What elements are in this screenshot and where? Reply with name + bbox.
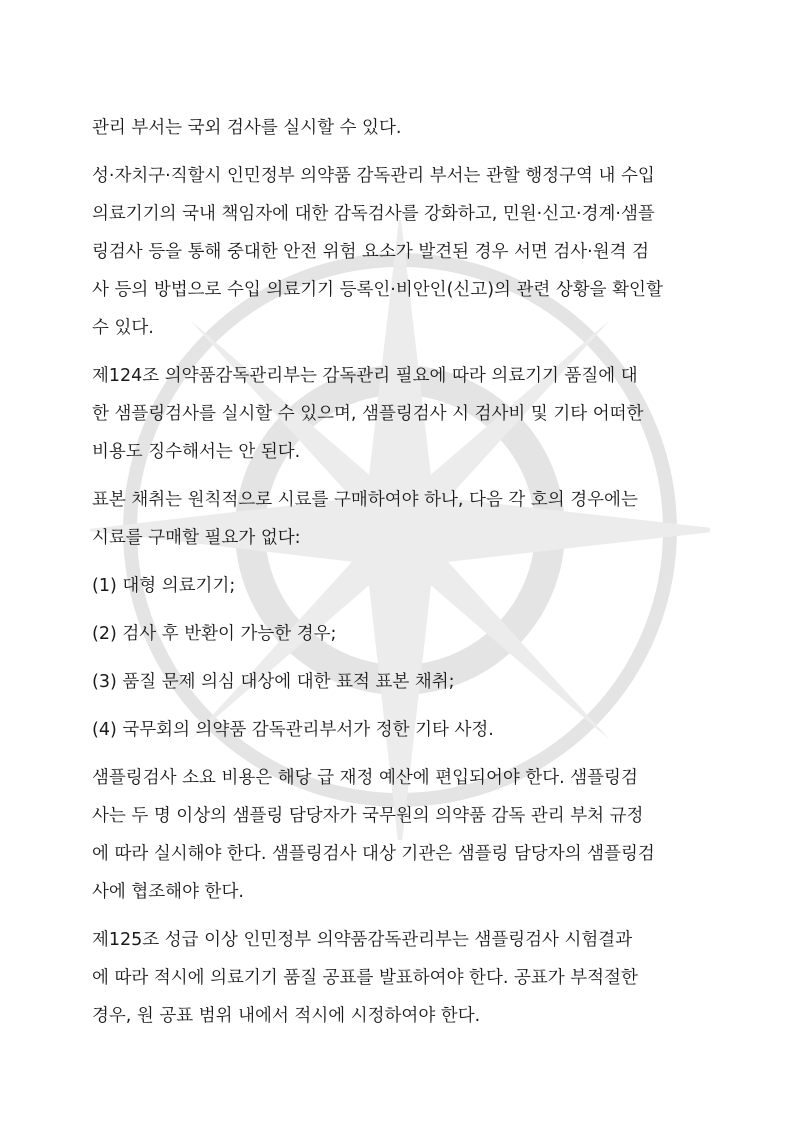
paragraph <box>92 572 712 610</box>
paragraph <box>92 114 712 152</box>
paragraph <box>92 486 712 562</box>
text-line: 시료를 구매할 필요가 없다: <box>92 528 301 548</box>
paragraph <box>92 764 712 916</box>
text-line: 경우, 원 공표 범위 내에서 적시에 시정하여야 한다. <box>92 1006 481 1026</box>
text-line: 한 샘플링검사를 실시할 수 있으며, 샘플링검사 시 검사비 및 기타 어떠한 <box>92 404 644 424</box>
document-body <box>92 114 712 1050</box>
text-line: (4) 국무회의 의약품 감독관리부서가 정한 기타 사정. <box>92 720 494 740</box>
text-line: (3) 품질 문제 의심 대상에 대한 표적 표본 채취; <box>92 672 455 692</box>
text-line: 수 있다. <box>92 318 154 338</box>
text-line: 의료기기의 국내 책임자에 대한 감독검사를 강화하고, 민원·신고·경계·샘플 <box>92 204 655 224</box>
text-line: 성·자치구·직할시 인민정부 의약품 감독관리 부서는 관할 행정구역 내 수입 <box>92 166 655 186</box>
paragraph <box>92 162 712 352</box>
text-line: 비용도 징수해서는 안 된다. <box>92 442 301 462</box>
text-line: 링검사 등을 통해 중대한 안전 위험 요소가 발견된 경우 서면 검사·원격 검 <box>92 242 649 262</box>
paragraph <box>92 926 712 1040</box>
text-line: 에 따라 실시해야 한다. 샘플링검사 대상 기관은 샘플링 담당자의 샘플링검 <box>92 844 655 864</box>
text-line: 에 따라 적시에 의료기기 품질 공표를 발표하여야 한다. 공표가 부적절한 <box>92 968 638 988</box>
paragraph <box>92 716 712 754</box>
text-line: 사는 두 명 이상의 샘플링 담당자가 국무원의 의약품 감독 관리 부처 규정 <box>92 806 644 826</box>
text-line: 제125조 성급 이상 인민정부 의약품감독관리부는 샘플링검사 시험결과 <box>92 930 633 950</box>
text-line: (1) 대형 의료기기; <box>92 576 236 596</box>
text-line: 사에 협조해야 한다. <box>92 882 244 902</box>
paragraph <box>92 362 712 476</box>
paragraph <box>92 620 712 658</box>
text-line: 사 등의 방법으로 수입 의료기기 등록인·비안인(신고)의 관련 상황을 확인할 <box>92 280 663 300</box>
paragraph <box>92 668 712 706</box>
text-line: 표본 채취는 원칙적으로 시료를 구매하여야 하나, 다음 각 호의 경우에는 <box>92 490 638 510</box>
text-line: (2) 검사 후 반환이 가능한 경우; <box>92 624 337 644</box>
text-line: 관리 부서는 국외 검사를 실시할 수 있다. <box>92 118 402 138</box>
text-line: 샘플링검사 소요 비용은 해당 급 재정 예산에 편입되어야 한다. 샘플링검 <box>92 768 638 788</box>
text-line: 제124조 의약품감독관리부는 감독관리 필요에 따라 의료기기 품질에 대 <box>92 366 638 386</box>
